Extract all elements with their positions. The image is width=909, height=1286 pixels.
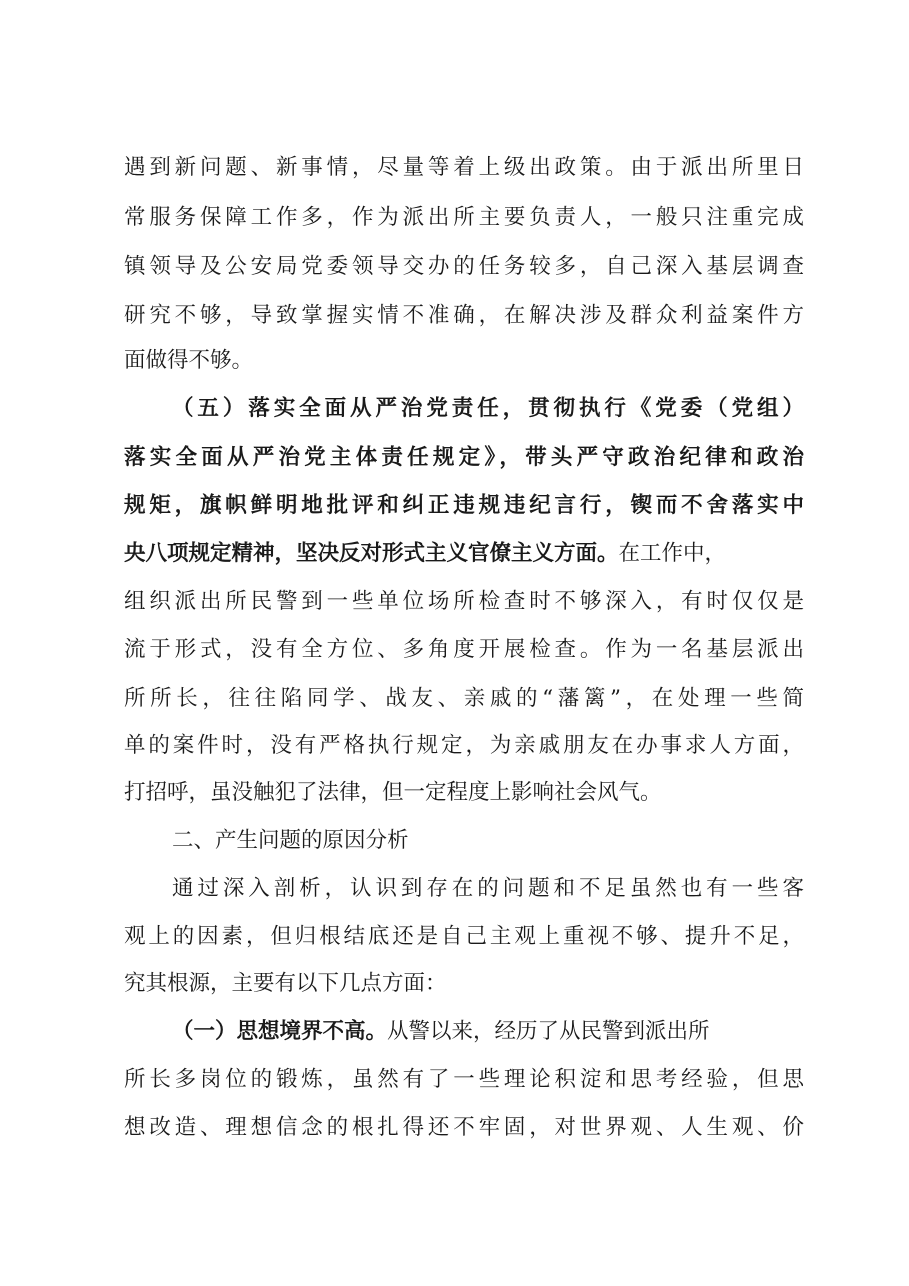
body-line: 单的案件时，没有严格执行规定，为亲戚朋友在办事求人方面， xyxy=(124,733,804,758)
body-line: 所所长，往往陷同学、战友、亲戚的“藩篱”，在处理一些简 xyxy=(124,686,804,711)
bold-heading-segment: 央八项规定精神，坚决反对形式主义官僚主义方面。 xyxy=(124,541,619,566)
bold-heading-segment: （一）思想境界不高。 xyxy=(172,1019,388,1044)
body-line: 研究不够，导致掌握实情不准确，在解决涉及群众利益案件方 xyxy=(124,303,804,328)
bold-heading-line: （五）落实全面从严治党责任，贯彻执行《党委（党组） xyxy=(172,396,804,421)
bold-heading-line: 落实全面从严治党主体责任规定》，带头严守政治纪律和政治 xyxy=(124,445,804,470)
body-line: 镇领导及公安局党委领导交办的任务较多，自己深入基层调查 xyxy=(124,254,804,279)
body-line: 究其根源，主要有以下几点方面： xyxy=(124,971,447,996)
mixed-line xyxy=(124,539,804,569)
body-line: 组织派出所民警到一些单位场所检查时不够深入，有时仅仅是 xyxy=(124,589,804,614)
body-line: 常服务保障工作多，作为派出所主要负责人，一般只注重完成 xyxy=(124,205,804,230)
body-segment: 在工作中， xyxy=(618,541,727,566)
bold-heading-line: 规矩，旗帜鲜明地批评和纠正违规违纪言行，锲而不舍落实中 xyxy=(124,493,804,518)
body-line: 想改造、理想信念的根扎得还不牢固，对世界观、人生观、价 xyxy=(124,1115,804,1140)
body-line: 面做得不够。 xyxy=(124,348,254,373)
body-line: 通过深入剖析，认识到存在的问题和不足虽然也有一些客 xyxy=(172,876,804,901)
body-line: 所长多岗位的锻炼，虽然有了一些理论积淀和思考经验，但思 xyxy=(124,1067,804,1092)
body-segment: 从警以来，经历了从民警到派出所 xyxy=(387,1019,710,1044)
mixed-line xyxy=(172,1017,804,1047)
body-line: 打招呼，虽没触犯了法律，但一定程度上影响社会风气。 xyxy=(124,780,662,805)
body-line: 观上的因素，但归根结底还是自己主观上重视不够、提升不足， xyxy=(124,924,804,949)
body-line: 流于形式，没有全方位、多角度开展检查。作为一名基层派出 xyxy=(124,637,804,662)
body-line: 遇到新问题、新事情，尽量等着上级出政策。由于派出所里日 xyxy=(124,155,804,180)
section-heading: 二、产生问题的原因分析 xyxy=(172,828,409,853)
